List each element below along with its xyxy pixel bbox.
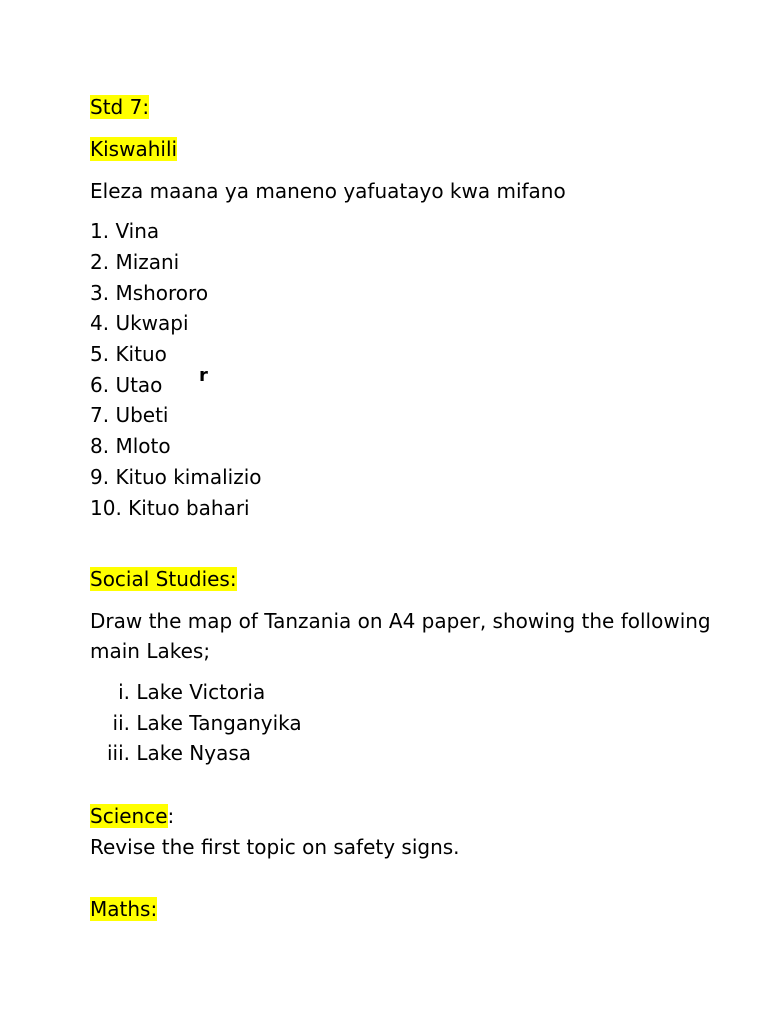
kiswahili-item-2: 2. Mizani — [90, 250, 180, 274]
maths-heading — [90, 896, 157, 922]
kiswahili-item-4: 4. Ukwapi — [90, 311, 189, 335]
stray-mark: r — [199, 365, 208, 386]
social-studies-instruction-line1: Draw the map of Tanzania on A4 paper, showing the following — [90, 609, 711, 633]
kiswahili-item-7: 7. Ubeti — [90, 403, 169, 427]
kiswahili-item-10: 10. Kituo bahari — [90, 496, 250, 520]
maths-heading-text: Maths: — [90, 897, 158, 921]
kiswahili-item-1: 1. Vina — [90, 219, 160, 243]
kiswahili-heading — [90, 136, 177, 162]
lake-item-3-name: Lake Nyasa — [136, 741, 252, 765]
grade-heading — [90, 94, 149, 120]
kiswahili-heading-text: Kiswahili — [90, 137, 178, 161]
kiswahili-item-5: 5. Kituo — [90, 342, 167, 366]
kiswahili-item-9: 9. Kituo kimalizio — [90, 465, 262, 489]
social-studies-heading — [90, 566, 237, 592]
social-studies-heading-text: Social Studies: — [90, 567, 237, 591]
science-heading — [90, 803, 174, 829]
lake-item-1 — [90, 679, 265, 705]
lake-item-2 — [90, 710, 302, 736]
science-instruction: Revise the first topic on safety signs. — [90, 835, 460, 859]
science-heading-text: Science — [90, 804, 168, 828]
kiswahili-item-6: 6. Utao — [90, 373, 163, 397]
lake-item-3 — [90, 740, 251, 766]
kiswahili-instruction: Eleza maana ya maneno yafuatayo kwa mifano — [90, 179, 566, 203]
lake-item-2-num: ii. — [112, 711, 130, 735]
social-studies-instruction-line2: main Lakes; — [90, 639, 211, 663]
lake-item-1-num: i. — [118, 680, 130, 704]
grade-heading-text: Std 7: — [90, 95, 150, 119]
kiswahili-item-8: 8. Mloto — [90, 434, 171, 458]
lake-item-2-name: Lake Tanganyika — [136, 711, 302, 735]
science-heading-suffix: : — [167, 804, 175, 828]
lake-item-1-name: Lake Victoria — [136, 680, 266, 704]
kiswahili-item-3: 3. Mshororo — [90, 281, 209, 305]
lake-item-3-num: iii. — [106, 741, 130, 765]
